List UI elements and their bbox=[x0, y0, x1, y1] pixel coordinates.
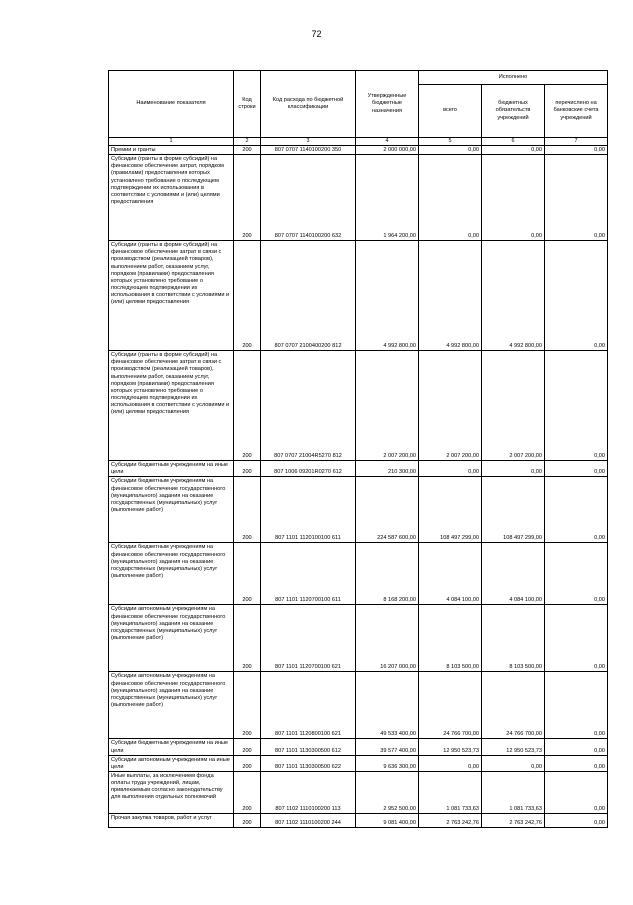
row-name: Иные выплаты, за исключением фонда оплаты труда учреждений, лицам, привлекаемым согласно законодательству для выполнения отдельных полномочий bbox=[109, 772, 234, 814]
row-name: Субсидии (гранты в форме субсидий) на финансовое обеспечение затрат в связи с производством (реализацией товаров), выполнением работ, оказанием услуг, порядком (правилами) предоставления которых установлено требование о последующем подтверждении их использования в соответствии с условиями и (или) целями предоставления bbox=[109, 351, 234, 461]
row-budget-code: 807 1101 1120100100 611 bbox=[261, 477, 356, 543]
column-number: 1 bbox=[109, 138, 234, 146]
row-line-code: 200 bbox=[234, 543, 261, 605]
row-approved: 224 587 600,00 bbox=[356, 477, 419, 543]
column-number: 5 bbox=[419, 138, 482, 146]
row-executed-transferred: 0,00 bbox=[545, 461, 608, 477]
row-budget-code: 807 1006 09201R0270 612 bbox=[261, 461, 356, 477]
row-executed-total: 108 497 299,00 bbox=[419, 477, 482, 543]
row-approved: 2 952 500,00 bbox=[356, 772, 419, 814]
row-name: Субсидии (гранты в форме субсидий) на финансовое обеспечение затрат в связи с производством (реализацией товаров), выполнением работ, оказанием услуг, порядком (правилами) предоставления которых установлено требование о последующем подтверждении их использования в соответствии с условиями и (или) целями предоставления bbox=[109, 241, 234, 351]
row-approved: 49 533 400,00 bbox=[356, 672, 419, 739]
row-name: Субсидии автономным учреждениям на финансовое обеспечение государственного (муниципального) задания на оказание государственных (муниципальных) услуг (выполнение работ) bbox=[109, 605, 234, 672]
row-executed-total: 8 103 500,00 bbox=[419, 605, 482, 672]
row-executed-budget-obligations: 4 084 100,00 bbox=[482, 543, 545, 605]
row-budget-code: 807 1101 1120800100 621 bbox=[261, 672, 356, 739]
row-executed-budget-obligations: 0,00 bbox=[482, 145, 545, 154]
table-row bbox=[109, 155, 608, 241]
row-executed-transferred: 0,00 bbox=[545, 155, 608, 241]
row-executed-total: 0,00 bbox=[419, 461, 482, 477]
row-approved: 16 207 000,00 bbox=[356, 605, 419, 672]
row-approved: 210 300,00 bbox=[356, 461, 419, 477]
header-executed-budget-obligations: бюджетных обязательств учреждений bbox=[482, 85, 545, 138]
column-number: 2 bbox=[234, 138, 261, 146]
row-approved: 39 577 400,00 bbox=[356, 739, 419, 755]
row-budget-code: 807 1101 1130300500 622 bbox=[261, 755, 356, 771]
table-row bbox=[109, 543, 608, 605]
row-approved: 2 007 200,00 bbox=[356, 351, 419, 461]
row-line-code: 200 bbox=[234, 477, 261, 543]
row-executed-total: 0,00 bbox=[419, 155, 482, 241]
row-executed-budget-obligations: 2 007 200,00 bbox=[482, 351, 545, 461]
row-executed-transferred: 0,00 bbox=[545, 755, 608, 771]
row-executed-budget-obligations: 0,00 bbox=[482, 755, 545, 771]
row-executed-budget-obligations: 2 763 242,76 bbox=[482, 814, 545, 828]
row-line-code: 200 bbox=[234, 155, 261, 241]
header-executed: Исполнено bbox=[419, 71, 608, 85]
table-row bbox=[109, 814, 608, 828]
row-budget-code: 807 0707 1140100200 350 bbox=[261, 145, 356, 154]
column-number-row bbox=[109, 138, 608, 146]
row-line-code: 200 bbox=[234, 739, 261, 755]
column-number: 7 bbox=[545, 138, 608, 146]
row-budget-code: 807 0707 2100400200 812 bbox=[261, 241, 356, 351]
row-executed-budget-obligations: 0,00 bbox=[482, 461, 545, 477]
row-executed-budget-obligations: 8 103 500,00 bbox=[482, 605, 545, 672]
row-budget-code: 807 1102 1110100200 113 bbox=[261, 772, 356, 814]
row-budget-code: 807 1102 1110100200 244 bbox=[261, 814, 356, 828]
row-executed-transferred: 0,00 bbox=[545, 543, 608, 605]
row-line-code: 200 bbox=[234, 772, 261, 814]
row-budget-code: 807 0707 21004R5270 812 bbox=[261, 351, 356, 461]
row-executed-total: 2 007 200,00 bbox=[419, 351, 482, 461]
row-executed-transferred: 0,00 bbox=[545, 672, 608, 739]
row-executed-total: 4 992 800,00 bbox=[419, 241, 482, 351]
row-executed-total: 0,00 bbox=[419, 755, 482, 771]
row-name: Премии и гранты bbox=[109, 145, 234, 154]
row-executed-total: 12 950 523,73 bbox=[419, 739, 482, 755]
row-approved: 4 992 800,00 bbox=[356, 241, 419, 351]
row-line-code: 200 bbox=[234, 814, 261, 828]
column-number: 4 bbox=[356, 138, 419, 146]
header-executed-total: всего bbox=[419, 85, 482, 138]
table-row bbox=[109, 145, 608, 154]
row-line-code: 200 bbox=[234, 145, 261, 154]
table-row bbox=[109, 477, 608, 543]
column-number: 3 bbox=[261, 138, 356, 146]
row-executed-total: 1 081 733,63 bbox=[419, 772, 482, 814]
row-executed-transferred: 0,00 bbox=[545, 477, 608, 543]
row-executed-total: 4 084 100,00 bbox=[419, 543, 482, 605]
row-executed-budget-obligations: 4 992 800,00 bbox=[482, 241, 545, 351]
row-executed-budget-obligations: 1 081 733,63 bbox=[482, 772, 545, 814]
header-budget-code: Код расхода по бюджетной классификации bbox=[261, 71, 356, 138]
row-name: Субсидии автономным учреждениям на иные цели bbox=[109, 755, 234, 771]
row-name: Субсидии (гранты в форме субсидий) на финансовое обеспечение затрат, порядком (правилами) предоставления которых установлено требование о последующем подтверждении их использования в соответствии с условиями и (или) целями предоставления bbox=[109, 155, 234, 241]
column-number: 6 bbox=[482, 138, 545, 146]
row-executed-transferred: 0,00 bbox=[545, 351, 608, 461]
row-budget-code: 807 1101 1130300500 612 bbox=[261, 739, 356, 755]
row-approved: 2 000 000,00 bbox=[356, 145, 419, 154]
row-executed-budget-obligations: 0,00 bbox=[482, 155, 545, 241]
row-executed-total: 2 763 242,76 bbox=[419, 814, 482, 828]
row-executed-transferred: 0,00 bbox=[545, 241, 608, 351]
row-budget-code: 807 1101 1120700100 621 bbox=[261, 605, 356, 672]
row-approved: 9 636 300,00 bbox=[356, 755, 419, 771]
row-line-code: 200 bbox=[234, 461, 261, 477]
row-name: Субсидии бюджетным учреждениям на иные цели bbox=[109, 739, 234, 755]
table-row bbox=[109, 605, 608, 672]
row-executed-transferred: 0,00 bbox=[545, 739, 608, 755]
row-approved: 1 964 200,00 bbox=[356, 155, 419, 241]
row-name: Субсидии автономным учреждениям на финансовое обеспечение государственного (муниципального) задания на оказание государственных (муниципальных) услуг (выполнение работ) bbox=[109, 672, 234, 739]
header-executed-transferred: перечислено на банковские счета учреждений bbox=[545, 85, 608, 138]
row-executed-transferred: 0,00 bbox=[545, 814, 608, 828]
row-budget-code: 807 1101 1120700100 611 bbox=[261, 543, 356, 605]
row-executed-total: 24 766 700,00 bbox=[419, 672, 482, 739]
expenditure-table bbox=[108, 70, 608, 828]
row-approved: 9 081 400,00 bbox=[356, 814, 419, 828]
row-executed-transferred: 0,00 bbox=[545, 772, 608, 814]
table-row bbox=[109, 739, 608, 755]
row-line-code: 200 bbox=[234, 672, 261, 739]
table-row bbox=[109, 461, 608, 477]
row-name: Прочая закупка товаров, работ и услуг bbox=[109, 814, 234, 828]
header-line-code: Код строки bbox=[234, 71, 261, 138]
row-executed-budget-obligations: 108 497 299,00 bbox=[482, 477, 545, 543]
table-row bbox=[109, 351, 608, 461]
row-name: Субсидии бюджетным учреждениям на иные цели bbox=[109, 461, 234, 477]
page-number: 72 bbox=[311, 29, 322, 39]
row-executed-budget-obligations: 12 950 523,73 bbox=[482, 739, 545, 755]
row-approved: 8 168 200,00 bbox=[356, 543, 419, 605]
row-executed-budget-obligations: 24 766 700,00 bbox=[482, 672, 545, 739]
row-executed-total: 0,00 bbox=[419, 145, 482, 154]
row-line-code: 200 bbox=[234, 755, 261, 771]
row-line-code: 200 bbox=[234, 351, 261, 461]
table-row bbox=[109, 241, 608, 351]
header-approved: Утвержденные бюджетные назначения bbox=[356, 71, 419, 138]
header-name: Наименование показателя bbox=[109, 71, 234, 138]
row-name: Субсидии бюджетным учреждениям на финансовое обеспечение государственного (муниципального) задания на оказание государственных (муниципальных) услуг (выполнение работ) bbox=[109, 477, 234, 543]
row-budget-code: 807 0707 1140100200 632 bbox=[261, 155, 356, 241]
row-name: Субсидии бюджетным учреждениям на финансовое обеспечение государственного (муниципального) задания на оказание государственных (муниципальных) услуг (выполнение работ) bbox=[109, 543, 234, 605]
table-row bbox=[109, 672, 608, 739]
row-line-code: 200 bbox=[234, 605, 261, 672]
row-executed-transferred: 0,00 bbox=[545, 605, 608, 672]
row-executed-transferred: 0,00 bbox=[545, 145, 608, 154]
table-row bbox=[109, 755, 608, 771]
row-line-code: 200 bbox=[234, 241, 261, 351]
table-row bbox=[109, 772, 608, 814]
